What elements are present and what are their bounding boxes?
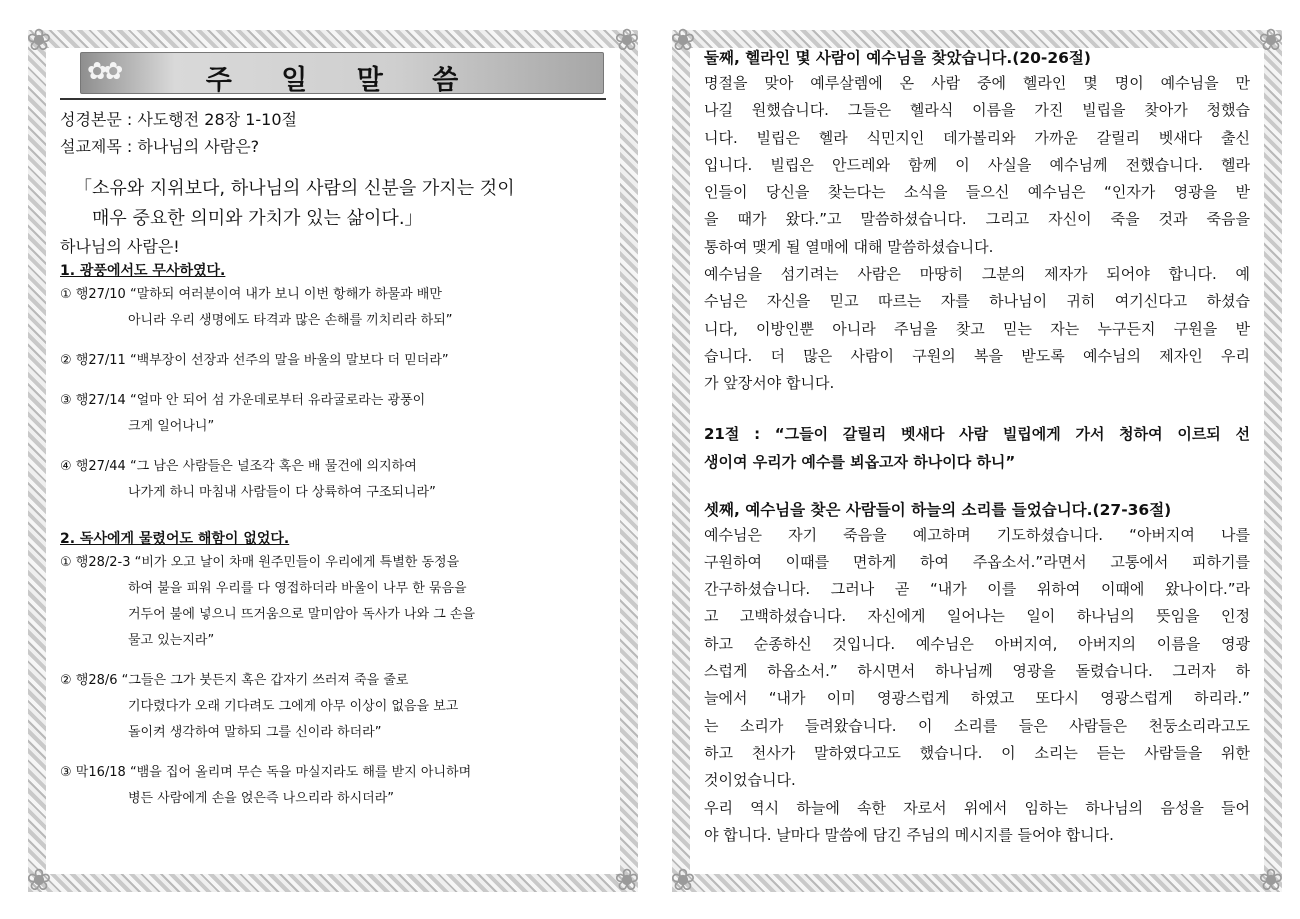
- paragraph-line: 고 고백하셨습니다. 자신에게 일어나는 일이 하나님의 뜻임을 인정: [704, 607, 1250, 626]
- paragraph-line: 것이었습니다.: [704, 771, 796, 790]
- key-quote: [60, 174, 606, 234]
- quote-line: 「소유와 지위보다, 하나님의 사람의 신분을 가지는 것이: [74, 178, 515, 199]
- left-page: [26, 23, 640, 898]
- paragraph-line: 인들이 당신을 찾는다는 소식을 들으신 예수님은 “인자가 영광을 받: [704, 183, 1250, 202]
- verse-line: ③ 막16/18 “뱀을 집어 올리며 무슨 독을 마실지라도 해를 받지 아니하며: [60, 765, 472, 780]
- paragraph: [704, 795, 1250, 850]
- paragraph-line: 늘에서 “내가 이미 영광스럽게 하였고 또다시 영광스럽게 하리라.”: [704, 689, 1250, 708]
- sermon-title: 설교제목 : 하나님의 사람은?: [60, 137, 260, 156]
- flower-ornament-icon: ❀: [614, 23, 640, 58]
- verse-block: [60, 282, 606, 334]
- verse-line: 21절 : “그들이 갈릴리 벳새다 사람 빌립에게 가서 청하여 이르되 선: [704, 424, 1250, 443]
- verse-line: ④ 행27/44 “그 남은 사람들은 널조각 혹은 배 물건에 의지하여: [60, 459, 417, 474]
- verse-block: [60, 454, 606, 506]
- paragraph-line: 구원하여 이때를 면하게 하여 주옵소서.”라면서 고통에서 피하기를: [704, 552, 1250, 571]
- right-content: [704, 46, 1250, 872]
- verse-line: 나가게 하니 마침내 사람들이 다 상륙하여 구조되니라”: [128, 485, 436, 500]
- verse-line: ③ 행27/14 “얼마 안 되어 섬 가운데로부터 유라굴로라는 광풍이: [60, 393, 426, 408]
- verse-line: 크게 일어나니”: [128, 419, 215, 434]
- verse-block: [60, 550, 606, 654]
- verse-block: [60, 388, 606, 440]
- paragraph-line: 니다. 빌립은 헬라 식민지인 데가볼리와 가까운 갈릴리 벳새다 출신: [704, 128, 1250, 147]
- flower-ornament-icon: ❀: [1258, 23, 1284, 58]
- key-verse: [704, 420, 1250, 476]
- paragraph-line: 을 때가 왔다.”고 말씀하셨습니다. 그리고 자신이 죽을 것과 죽음을: [704, 210, 1250, 229]
- section-heading: 1. 광풍에서도 무사하였다.: [60, 263, 226, 279]
- paragraph-line: 가 앞장서야 합니다.: [704, 374, 835, 393]
- flower-ornament-icon: ❀: [1258, 863, 1284, 898]
- paragraph-line: 습니다. 더 많은 사람이 구원의 복을 받도록 예수님의 제자인 우리: [704, 346, 1250, 365]
- flower-ornament-icon: ❀: [670, 23, 696, 58]
- flower-ornament-icon: ❀: [614, 863, 640, 898]
- paragraph-line: 명절을 맞아 예루살렘에 온 사람 중에 헬라인 몇 명이 예수님을 만: [704, 74, 1250, 92]
- verse-block: [60, 348, 606, 374]
- verse-line: ① 행28/2-3 “비가 오고 날이 차매 원주민들이 우리에게 특별한 동정을: [60, 555, 460, 570]
- point-heading: 셋째, 예수님을 찾은 사람들이 하늘의 소리를 들었습니다.(27-36절): [704, 500, 1172, 519]
- title-banner: [80, 52, 604, 94]
- flower-ornament-icon: ❀: [26, 23, 52, 58]
- verse-line: ① 행27/10 “말하되 여러분이여 내가 보니 이번 항해가 하물과 배만: [60, 287, 442, 302]
- flower-ornament-icon: ❀: [26, 863, 52, 898]
- verse-block: [60, 760, 606, 812]
- paragraph: [704, 261, 1250, 397]
- paragraph-line: 는 소리가 들려왔습니다. 이 소리를 들은 사람들은 천둥소리라고도: [704, 716, 1250, 735]
- paragraph-line: 간구하셨습니다. 그러나 곧 “내가 이를 위하여 이때에 왔나이다.”라: [704, 580, 1250, 599]
- quote-line: 매우 중요한 의미와 가치가 있는 삶이다.」: [92, 208, 423, 229]
- title-divider: [60, 98, 606, 100]
- verse-line: 아니라 우리 생명에도 타격과 많은 손해를 끼치리라 하되”: [128, 313, 453, 328]
- verse-block: [60, 668, 606, 746]
- paragraph-line: 입니다. 빌립은 안드레와 함께 이 사실을 예수님께 전했습니다. 헬라: [704, 155, 1250, 174]
- page-title: 주 일 말 씀: [205, 65, 479, 96]
- paragraph-line: 나길 원했습니다. 그들은 헬라식 이름을 가진 빌립을 찾아가 청했습: [704, 101, 1250, 120]
- paragraph-line: 우리 역시 하늘에 속한 자로서 위에서 임하는 하나님의 음성을 들어: [704, 798, 1250, 817]
- verse-line: 물고 있는지라”: [128, 633, 215, 648]
- verse-line: 기다렸다가 오래 기다려도 그에게 아무 이상이 없음을 보고: [128, 699, 459, 714]
- verse-line: 거두어 불에 넣으니 뜨거움으로 말미암아 독사가 나와 그 손을: [128, 607, 476, 622]
- paragraph: [704, 70, 1250, 261]
- paragraph-line: 예수님은 자기 죽음을 예고하며 기도하셨습니다. “아버지여 나를: [704, 525, 1250, 544]
- paragraph-line: 예수님을 섬기려는 사람은 마땅히 그분의 제자가 되어야 합니다. 예: [704, 265, 1250, 284]
- paragraph-line: 하고 순종하신 것입니다. 예수님은 아버지여, 아버지의 이름을 영광: [704, 634, 1250, 653]
- paragraph-line: 통하여 맺게 될 열매에 대해 말씀하셨습니다.: [704, 237, 994, 256]
- paragraph: [704, 522, 1250, 795]
- verse-line: ② 행27/11 “백부장이 선장과 선주의 말을 바울의 말보다 더 믿더라”: [60, 353, 449, 368]
- section-heading: 2. 독사에게 물렸어도 해함이 없었다.: [60, 531, 290, 547]
- paragraph-line: 니다, 이방인뿐 아니라 주님을 찾고 믿는 자는 누구든지 구원을 받: [704, 319, 1250, 338]
- intro-text: 하나님의 사람은!: [60, 237, 180, 256]
- scripture-reference: 성경본문 : 사도행전 28장 1-10절: [60, 110, 297, 129]
- left-content: [60, 52, 606, 872]
- daisy-icon: ✿✿: [87, 57, 120, 85]
- verse-line: 돌이켜 생각하여 말하되 그를 신이라 하더라”: [128, 725, 382, 740]
- paragraph-line: 수님은 자신을 믿고 따르는 자를 하나님이 귀히 여기신다고 하셨습: [704, 292, 1250, 311]
- flower-ornament-icon: ❀: [670, 863, 696, 898]
- verse-line: ② 행28/6 “그들은 그가 붓든지 혹은 갑자기 쓰러져 죽을 줄로: [60, 673, 409, 688]
- point-heading: 둘째, 헬라인 몇 사람이 예수님을 찾았습니다.(20-26절): [704, 49, 1091, 67]
- paragraph-line: 스럽게 하옵소서.” 하시면서 하나님께 영광을 돌렸습니다. 그러자 하: [704, 662, 1250, 681]
- verse-line: 하여 불을 피워 우리를 다 영접하더라 바울이 나무 한 묶음을: [128, 581, 467, 596]
- verse-line: 병든 사람에게 손을 얹은즉 나으리라 하시더라”: [128, 791, 394, 806]
- paragraph-line: 야 합니다. 날마다 말씀에 담긴 주님의 메시지를 들어야 합니다.: [704, 825, 1114, 844]
- right-page: [670, 23, 1284, 898]
- sermon-meta: [60, 106, 606, 160]
- paragraph-line: 하고 천사가 말하였다고도 했습니다. 이 소리는 듣는 사람들을 위한: [704, 743, 1250, 762]
- verse-line: 생이여 우리가 예수를 뵈옵고자 하나이다 하니”: [704, 452, 1016, 471]
